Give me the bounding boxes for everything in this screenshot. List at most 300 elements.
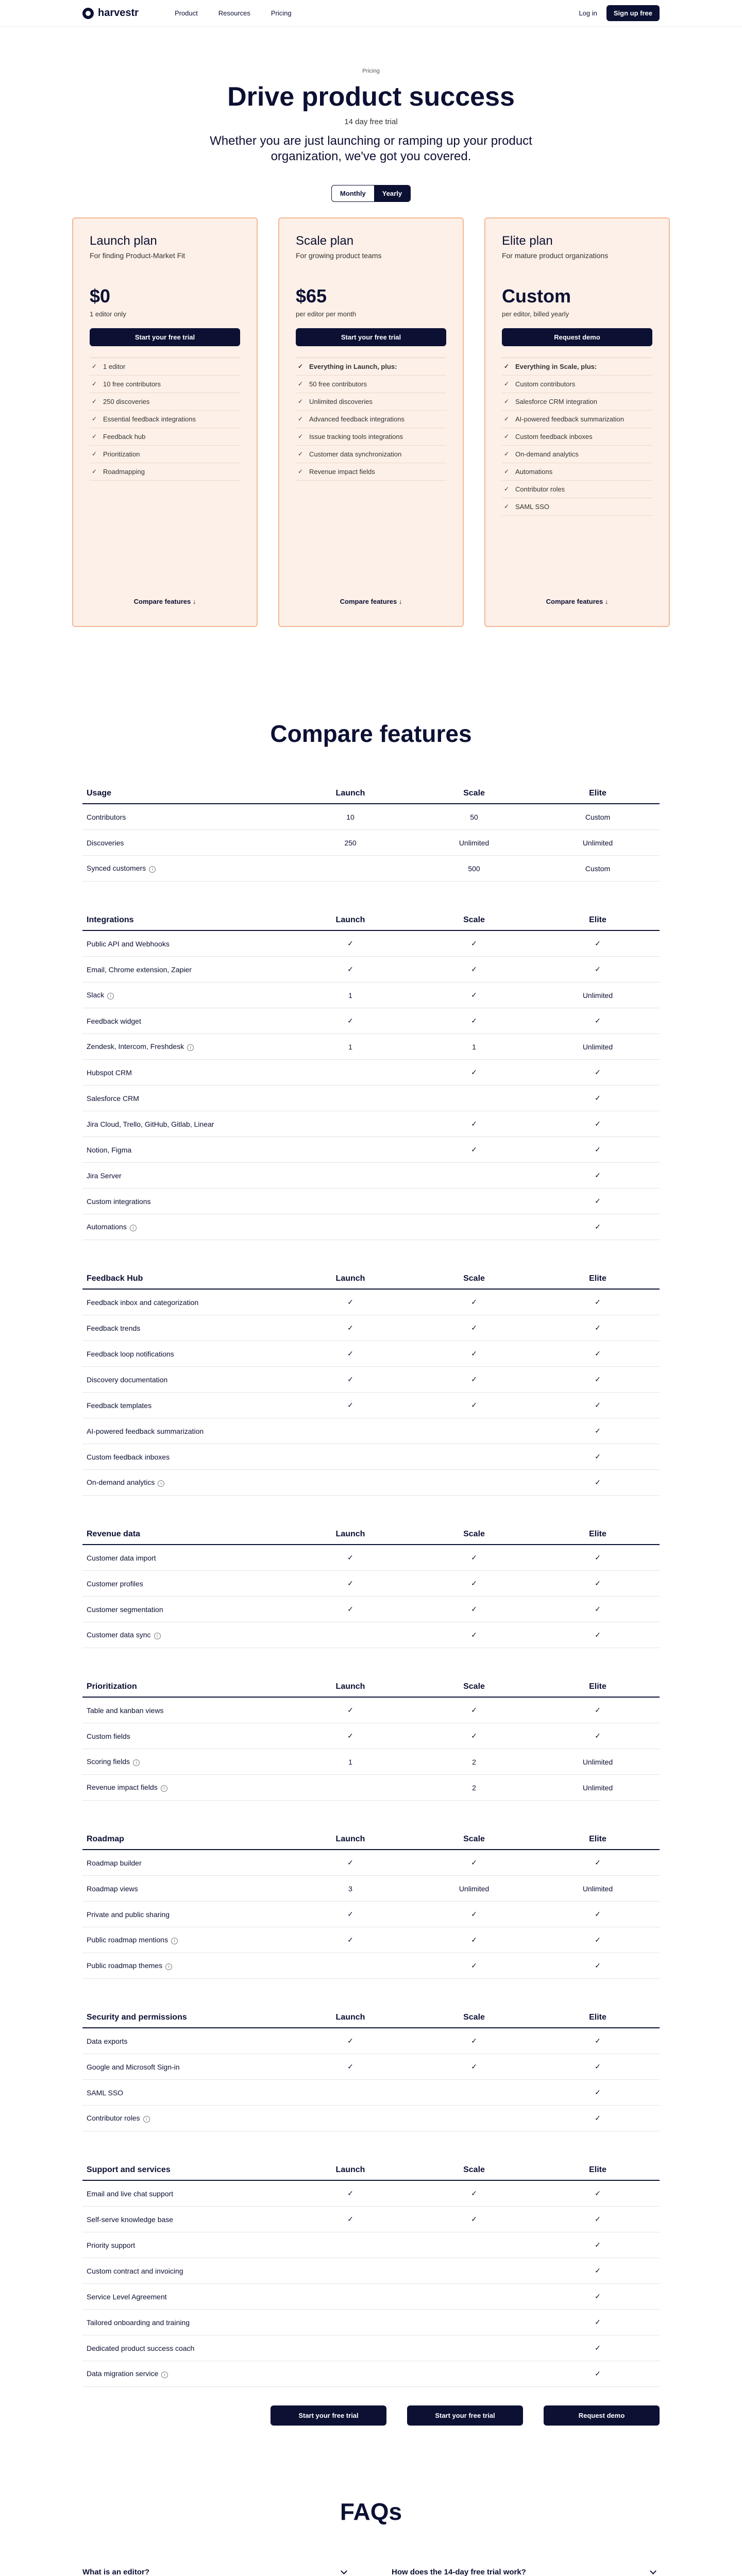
- feature-name-cell: [82, 1631, 289, 1639]
- compare-cta-row: [82, 2405, 660, 2426]
- feature-name: Service Level Agreement: [87, 2292, 167, 2301]
- column-header: Scale: [463, 916, 485, 924]
- table-row: [82, 1927, 660, 1953]
- feature-value: ✓: [347, 1706, 353, 1714]
- column-header: Scale: [463, 2013, 485, 2022]
- feature-value: ✓: [595, 1197, 601, 1205]
- faq-title: FAQs: [340, 2498, 402, 2525]
- feature-value: Unlimited: [459, 838, 490, 847]
- feature-value: ✓: [471, 1120, 477, 1128]
- feature-value: ✓: [471, 1732, 477, 1740]
- feature-value: ✓: [471, 1961, 477, 1970]
- feature-name: Revenue impact fields: [87, 1783, 158, 1791]
- table-row: [82, 1111, 660, 1137]
- logo-icon: [82, 8, 94, 19]
- feature-name-cell: [82, 2190, 289, 2198]
- feature-value: ✓: [595, 1401, 601, 1409]
- feature-value: ✓: [595, 1068, 601, 1076]
- column-header: Elite: [589, 789, 606, 798]
- top-nav: [0, 0, 742, 27]
- table-row: [82, 2028, 660, 2054]
- feature-name-cell: [82, 965, 289, 974]
- compare-features-link[interactable]: Compare features ↓: [133, 598, 196, 605]
- info-icon[interactable]: i: [187, 1044, 194, 1051]
- table-row: [82, 2181, 660, 2207]
- feature-value: ✓: [347, 2189, 353, 2197]
- table-row: [82, 1189, 660, 1214]
- feature-name-cell: [82, 1094, 289, 1103]
- plan-price-note: per editor, billed yearly: [502, 310, 569, 318]
- plan-cta-button[interactable]: Start your free trial: [90, 328, 240, 346]
- plan-feature-item: ✓ Salesforce CRM integration: [502, 393, 652, 411]
- feature-name: Private and public sharing: [87, 1910, 170, 1919]
- feature-value: ✓: [347, 2215, 353, 2223]
- faq-question: What is an editor?: [82, 2568, 150, 2576]
- feature-name-cell: [82, 2344, 289, 2352]
- trial-note: 14 day free trial: [344, 117, 398, 126]
- column-header: Scale: [463, 1274, 485, 1283]
- faq-question: How does the 14-day free trial work?: [392, 2568, 526, 2576]
- feature-value: ✓: [595, 2062, 601, 2071]
- column-header: Launch: [335, 2165, 365, 2174]
- feature-value: ✓: [347, 1401, 353, 1409]
- column-header: Elite: [589, 2013, 606, 2022]
- feature-name-cell: [82, 2369, 289, 2378]
- feature-value: ✓: [595, 1579, 601, 1587]
- table-row: [82, 1290, 660, 1315]
- feature-name-cell: [82, 1223, 289, 1231]
- feature-name: Data exports: [87, 2037, 128, 2045]
- table-row: [82, 1444, 660, 1470]
- plan-feature-item: ✓ Revenue impact fields: [296, 463, 446, 481]
- feature-name: Notion, Figma: [87, 1145, 132, 1154]
- feature-name-cell: [82, 1120, 289, 1128]
- feature-value: ✓: [595, 1553, 601, 1562]
- feature-name: Jira Server: [87, 1171, 122, 1180]
- feature-name: Discovery documentation: [87, 1375, 168, 1384]
- feature-value: ✓: [471, 1579, 477, 1587]
- feature-name: Feedback inbox and categorization: [87, 1298, 199, 1307]
- compare-section-header: [82, 910, 660, 931]
- feature-value: ✓: [595, 2318, 601, 2326]
- feature-name: Public roadmap mentions: [87, 1936, 168, 1944]
- feature-value: ✓: [595, 2088, 601, 2096]
- column-header: Scale: [463, 2165, 485, 2174]
- hero-subtitle: Whether you are just launching or ramping up your product organization, we've got you covered.: [210, 134, 532, 163]
- logo-text: harvestr: [98, 7, 139, 19]
- info-icon[interactable]: i: [130, 1225, 137, 1231]
- feature-name-cell: [82, 1706, 289, 1715]
- feature-value: ✓: [595, 1349, 601, 1358]
- feature-name-cell: [82, 1478, 289, 1487]
- feature-name: On-demand analytics: [87, 1478, 155, 1486]
- feature-name-cell: [82, 1783, 289, 1792]
- feature-name: AI-powered feedback summarization: [87, 1427, 204, 1435]
- feature-value: Unlimited: [582, 991, 613, 999]
- column-header: Launch: [335, 1835, 365, 1843]
- toggle-yearly[interactable]: Yearly: [374, 185, 410, 201]
- feature-value: ✓: [595, 1858, 601, 1867]
- feature-value: Unlimited: [459, 1884, 490, 1893]
- feature-value: ✓: [471, 1145, 477, 1154]
- feature-value: ✓: [471, 1016, 477, 1025]
- feature-value: ✓: [347, 2062, 353, 2071]
- feature-value: ✓: [347, 1349, 353, 1358]
- login-link[interactable]: Log in: [579, 9, 597, 17]
- table-row: [82, 830, 660, 856]
- compare-section: [82, 1269, 660, 1496]
- feature-name-cell: [82, 2037, 289, 2045]
- feature-value: ✓: [595, 1375, 601, 1383]
- feature-name-cell: [82, 1554, 289, 1562]
- feature-name: SAML SSO: [87, 2088, 124, 2097]
- feature-value: ✓: [471, 1858, 477, 1867]
- feature-value: ✓: [347, 1375, 353, 1383]
- feature-value: ✓: [595, 1910, 601, 1918]
- feature-value: 10: [346, 812, 355, 821]
- feature-name: Salesforce CRM: [87, 1094, 139, 1103]
- compare-title: Compare features: [270, 720, 472, 747]
- feature-value: ✓: [595, 2266, 601, 2275]
- feature-value: Custom: [585, 812, 611, 821]
- feature-name: Customer profiles: [87, 1579, 143, 1588]
- plan-card: [72, 217, 258, 627]
- section-title: Feedback Hub: [87, 1274, 143, 1283]
- feature-name-cell: [82, 2114, 289, 2123]
- table-row: [82, 1163, 660, 1189]
- hero: [0, 27, 742, 202]
- feature-name: Feedback widget: [87, 1016, 141, 1025]
- feature-value: Custom: [585, 864, 611, 873]
- info-icon[interactable]: i: [161, 2371, 168, 2378]
- column-header: Launch: [335, 916, 365, 924]
- compare-section: [82, 2008, 660, 2131]
- feature-name-cell: [82, 1172, 289, 1180]
- feature-value: ✓: [471, 2215, 477, 2223]
- feature-value: ✓: [471, 2037, 477, 2045]
- billing-toggle: [331, 185, 411, 202]
- table-row: [82, 1597, 660, 1622]
- plan-description: For mature product organizations: [502, 251, 609, 260]
- feature-name: Customer data import: [87, 1553, 156, 1562]
- section-title: Roadmap: [87, 1835, 124, 1843]
- feature-name-cell: [82, 2215, 289, 2224]
- info-icon[interactable]: i: [154, 1633, 161, 1639]
- feature-value: Unlimited: [582, 1783, 613, 1792]
- feature-value: Unlimited: [582, 838, 613, 847]
- info-icon[interactable]: i: [161, 1785, 167, 1792]
- feature-name: Self-serve knowledge base: [87, 2215, 174, 2224]
- compare-section-header: [82, 2008, 660, 2028]
- plan-feature-item: ✓ Custom contributors: [502, 376, 652, 393]
- feature-value: ✓: [347, 1324, 353, 1332]
- feature-name-cell: [82, 813, 289, 821]
- feature-name: Public roadmap themes: [87, 1961, 163, 1970]
- cta-launch-button[interactable]: Start your free trial: [271, 2405, 386, 2426]
- feature-value: 250: [344, 838, 357, 847]
- table-row: [82, 804, 660, 830]
- feature-value: ✓: [595, 1936, 601, 1944]
- feature-name: Table and kanban views: [87, 1706, 164, 1715]
- faq-list: [82, 2556, 660, 2576]
- feature-name: Email, Chrome extension, Zapier: [87, 965, 192, 974]
- table-row: [82, 2054, 660, 2080]
- compare-section: [82, 784, 660, 882]
- plan-feature-item: ✓ AI-powered feedback summarization: [502, 411, 652, 428]
- feature-value: ✓: [595, 1961, 601, 1970]
- plan-feature-item: ✓ 1 editor: [90, 358, 240, 376]
- feature-value: ✓: [595, 1732, 601, 1740]
- feature-value: ✓: [595, 939, 601, 947]
- feature-name: Jira Cloud, Trello, GitHub, Gitlab, Linear: [87, 1120, 214, 1128]
- column-header: Elite: [589, 1274, 606, 1283]
- table-row: [82, 2310, 660, 2335]
- feature-name-cell: [82, 1961, 289, 1970]
- feature-name-cell: [82, 1427, 289, 1435]
- table-row: [82, 2258, 660, 2284]
- feature-name: Feedback loop notifications: [87, 1349, 174, 1358]
- nav-resources[interactable]: Resources: [218, 9, 250, 17]
- feature-name-cell: [82, 1146, 289, 1154]
- info-icon[interactable]: i: [165, 1963, 172, 1970]
- plans: [0, 217, 742, 627]
- plan-feature-item: ✓ Contributor roles: [502, 481, 652, 498]
- feature-value: 1: [348, 1757, 352, 1766]
- feature-name-cell: [82, 1859, 289, 1867]
- feature-value: ✓: [595, 2037, 601, 2045]
- feature-value: 3: [348, 1884, 352, 1893]
- compare-section-header: [82, 1269, 660, 1290]
- feature-name: Roadmap builder: [87, 1858, 142, 1867]
- feature-value: ✓: [347, 1605, 353, 1613]
- column-header: Elite: [589, 1530, 606, 1538]
- feature-value: ✓: [347, 1910, 353, 1918]
- compare-section: [82, 1829, 660, 1979]
- nav-product[interactable]: Product: [174, 9, 198, 17]
- feature-value: Unlimited: [582, 1042, 613, 1051]
- section-title: Security and permissions: [87, 2013, 187, 2022]
- feature-value: ✓: [595, 1631, 601, 1639]
- feature-value: ✓: [595, 1478, 601, 1486]
- table-row: [82, 1545, 660, 1571]
- compare-table: [82, 784, 660, 2387]
- feature-name-cell: [82, 1401, 289, 1410]
- plan-feature-item: ✓ Roadmapping: [90, 463, 240, 481]
- feature-name-cell: [82, 1017, 289, 1025]
- table-row: [82, 1902, 660, 1927]
- table-row: [82, 1341, 660, 1367]
- table-row: [82, 2335, 660, 2361]
- feature-name: Discoveries: [87, 838, 124, 847]
- feature-value: ✓: [595, 2241, 601, 2249]
- table-row: [82, 2080, 660, 2106]
- plan-feature-item: ✓ SAML SSO: [502, 498, 652, 516]
- feature-name-cell: [82, 2089, 289, 2097]
- table-row: [82, 1034, 660, 1060]
- feature-value: ✓: [347, 1016, 353, 1025]
- plan-name: Launch plan: [90, 234, 157, 248]
- feature-name: Custom contract and invoicing: [87, 2266, 183, 2275]
- feature-value: ✓: [471, 1631, 477, 1639]
- feature-value: ✓: [595, 1120, 601, 1128]
- feature-value: ✓: [595, 1706, 601, 1714]
- feature-value: ✓: [595, 1145, 601, 1154]
- feature-value: 500: [468, 864, 480, 873]
- plan-price: $0: [90, 285, 111, 307]
- feature-name-cell: [82, 1936, 289, 1944]
- info-icon[interactable]: i: [143, 2116, 150, 2123]
- plan-cta-button[interactable]: Request demo: [502, 328, 652, 346]
- cta-scale-button[interactable]: Start your free trial: [407, 2405, 523, 2426]
- feature-value: ✓: [595, 2369, 601, 2378]
- feature-value: ✓: [471, 991, 477, 999]
- cta-elite-button[interactable]: Request demo: [544, 2405, 660, 2426]
- plan-feature-item: ✓ On-demand analytics: [502, 446, 652, 463]
- feature-value: ✓: [595, 2344, 601, 2352]
- table-row: [82, 1571, 660, 1597]
- table-row: [82, 1723, 660, 1749]
- column-header: Elite: [589, 2165, 606, 2174]
- column-header: Launch: [335, 1274, 365, 1283]
- plan-feature-item: ✓ Unlimited discoveries: [296, 393, 446, 411]
- plan-feature-item: ✓ Everything in Scale, plus:: [502, 358, 652, 376]
- feature-name: Contributor roles: [87, 2114, 140, 2122]
- plan-feature-item: ✓ 250 discoveries: [90, 393, 240, 411]
- section-title: Prioritization: [87, 1682, 137, 1691]
- feature-value: ✓: [471, 1706, 477, 1714]
- feature-name-cell: [82, 1732, 289, 1740]
- table-row: [82, 1367, 660, 1393]
- feature-value: ✓: [347, 939, 353, 947]
- plan-feature-item: ✓ Automations: [502, 463, 652, 481]
- feature-value: ✓: [595, 2114, 601, 2122]
- feature-name-cell: [82, 991, 289, 999]
- compare-features-link[interactable]: Compare features ↓: [340, 598, 402, 605]
- compare-section-header: [82, 784, 660, 804]
- column-header: Elite: [589, 1835, 606, 1843]
- feature-name-cell: [82, 1605, 289, 1614]
- table-row: [82, 1418, 660, 1444]
- plan-card: [278, 217, 464, 627]
- plan-price-note: per editor per month: [296, 310, 357, 318]
- feature-name: Tailored onboarding and training: [87, 2318, 190, 2327]
- feature-value: ✓: [347, 1298, 353, 1306]
- section-title: Support and services: [87, 2165, 171, 2174]
- feature-name-cell: [82, 864, 289, 873]
- feature-value: ✓: [595, 1223, 601, 1231]
- table-row: [82, 1315, 660, 1341]
- table-row: [82, 1953, 660, 1979]
- section-title: Integrations: [87, 916, 134, 924]
- feature-value: ✓: [471, 965, 477, 973]
- feature-value: ✓: [347, 965, 353, 973]
- feature-name-cell: [82, 1757, 289, 1766]
- column-header: Launch: [335, 2013, 365, 2022]
- feature-value: ✓: [471, 1068, 477, 1076]
- plan-cta-button[interactable]: Start your free trial: [296, 328, 446, 346]
- compare-section-header: [82, 2160, 660, 2181]
- feature-value: ✓: [595, 1452, 601, 1461]
- chevron-down-icon: [341, 2568, 347, 2574]
- feature-name-cell: [82, 940, 289, 948]
- compare-section-header: [82, 1677, 660, 1698]
- toggle-monthly[interactable]: Monthly: [340, 190, 366, 197]
- table-row: [82, 931, 660, 957]
- info-icon[interactable]: i: [158, 1480, 164, 1487]
- column-header: Elite: [589, 1682, 606, 1691]
- info-icon[interactable]: i: [171, 1938, 178, 1944]
- feature-name-cell: [82, 2241, 289, 2249]
- feature-value: ✓: [471, 2062, 477, 2071]
- table-row: [82, 1749, 660, 1775]
- feature-name: Roadmap views: [87, 1884, 138, 1893]
- feature-value: ✓: [595, 1324, 601, 1332]
- compare-features-link[interactable]: Compare features ↓: [546, 598, 609, 605]
- info-icon[interactable]: i: [149, 866, 156, 873]
- feature-value: ✓: [347, 1858, 353, 1867]
- feature-value: ✓: [471, 2189, 477, 2197]
- feature-name-cell: [82, 1580, 289, 1588]
- plan-feature-item: ✓ Custom feedback inboxes: [502, 428, 652, 446]
- column-header: Scale: [463, 789, 485, 798]
- table-row: [82, 982, 660, 1008]
- feature-name: Zendesk, Intercom, Freshdesk: [87, 1042, 184, 1050]
- compare-section: [82, 2160, 660, 2387]
- feature-name: Public API and Webhooks: [87, 939, 170, 948]
- plan-features: [90, 358, 240, 481]
- plan-feature-item: ✓ Advanced feedback integrations: [296, 411, 446, 428]
- signup-button[interactable]: Sign up free: [606, 5, 660, 21]
- plan-price: $65: [296, 285, 327, 307]
- feature-name-cell: [82, 1453, 289, 1461]
- feature-name: Custom integrations: [87, 1197, 151, 1206]
- feature-value: ✓: [347, 1579, 353, 1587]
- feature-name-cell: [82, 1350, 289, 1358]
- plan-price: Custom: [502, 285, 571, 307]
- feature-value: ✓: [595, 1605, 601, 1613]
- column-header: Launch: [335, 1530, 365, 1538]
- section-title: Revenue data: [87, 1530, 141, 1538]
- column-header: Scale: [463, 1530, 485, 1538]
- table-row: [82, 1008, 660, 1034]
- faq-item[interactable]: [392, 2556, 660, 2576]
- feature-value: ✓: [347, 1553, 353, 1562]
- nav-pricing[interactable]: Pricing: [271, 9, 292, 17]
- feature-value: ✓: [471, 1298, 477, 1306]
- plan-feature-item: ✓ 50 free contributors: [296, 376, 446, 393]
- feature-name: Feedback templates: [87, 1401, 152, 1410]
- feature-value: ✓: [595, 1298, 601, 1306]
- table-row: [82, 1622, 660, 1648]
- feature-name: Email and live chat support: [87, 2189, 174, 2198]
- compare-section: [82, 1524, 660, 1648]
- table-row: [82, 1850, 660, 1876]
- feature-name-cell: [82, 1069, 289, 1077]
- plan-features: [502, 358, 652, 516]
- info-icon[interactable]: i: [133, 1759, 140, 1766]
- feature-value: ✓: [471, 1375, 477, 1383]
- info-icon[interactable]: i: [107, 993, 114, 999]
- feature-value: ✓: [471, 939, 477, 947]
- table-row: [82, 1137, 660, 1163]
- plan-description: For finding Product-Market Fit: [90, 251, 185, 260]
- plan-feature-item: ✓ Prioritization: [90, 446, 240, 463]
- plan-feature-item: ✓ Issue tracking tools integrations: [296, 428, 446, 446]
- feature-name-cell: [82, 1042, 289, 1051]
- logo[interactable]: [82, 7, 139, 19]
- faq-item[interactable]: [82, 2556, 350, 2576]
- feature-value: 1: [348, 1042, 352, 1051]
